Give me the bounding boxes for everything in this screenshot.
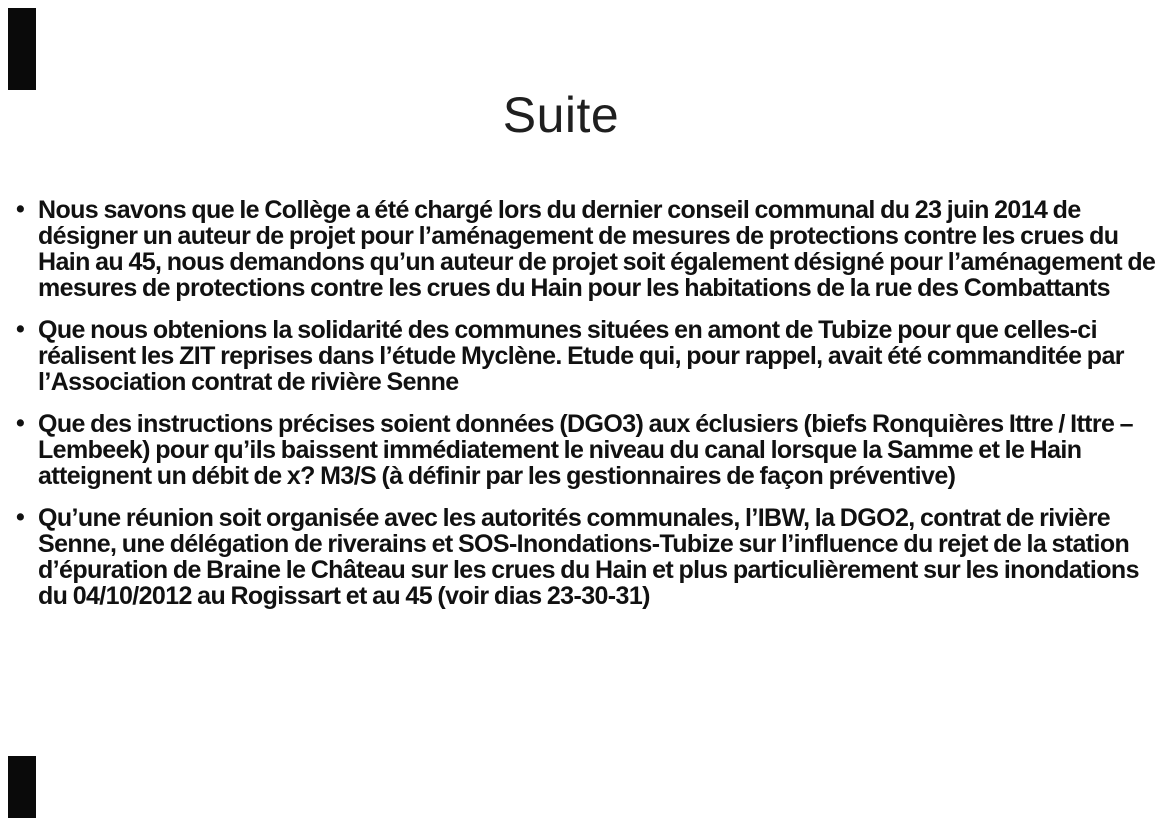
- bullet-text: Nous savons que le Collège a été chargé lors du dernier conseil communal du 23 juin 2014 de désigner un auteur de projet pour l’aménagement de mesures de protections contre les crues du Hain au 45, nous demandons qu’un auteur de projet soit également désigné pour l’aménagement de mesures de protections contre les crues du Hain pour les habitations de la rue des Combattants: [38, 196, 1156, 302]
- bullet-item: [16, 197, 1157, 301]
- bullet-item: [16, 505, 1157, 609]
- corner-mark-bottom: [8, 756, 36, 818]
- bullet-list: [16, 197, 1157, 625]
- bullet-text: Que des instructions précises soient données (DGO3) aux éclusiers (biefs Ronquières Ittre / Ittre – Lembeek) pour qu’ils baissent immédiatement le niveau du canal lorsque la Samme et le Hain atteignent un débit de x? M3/S (à définir par les gestionnaires de façon préventive): [38, 410, 1133, 490]
- bullet-text: Qu’une réunion soit organisée avec les autorités communales, l’IBW, la DGO2, contrat de rivière Senne, une délégation de riverains et SOS-Inondations-Tubize sur l’influence du rejet de la station d’épuration de Braine le Château sur les crues du Hain et plus particulièrement sur les inondations du 04/10/2012 au Rogissart et au 45 (voir dias 23-30-31): [38, 504, 1139, 610]
- bullet-icon: •: [16, 315, 25, 343]
- bullet-text: Que nous obtenions la solidarité des communes situées en amont de Tubize pour que celles-ci réalisent les ZIT reprises dans l’étude Myclène. Etude qui, pour rappel, avait été commanditée par l’Association contrat de rivière Senne: [38, 316, 1124, 396]
- bullet-icon: •: [16, 409, 25, 437]
- slide-title: Suite: [502, 87, 620, 143]
- corner-mark-top: [8, 8, 36, 90]
- bullet-icon: •: [16, 503, 25, 531]
- bullet-item: [16, 317, 1157, 395]
- title-area: [0, 87, 1122, 143]
- bullet-icon: •: [16, 195, 25, 223]
- bullet-item: [16, 411, 1157, 489]
